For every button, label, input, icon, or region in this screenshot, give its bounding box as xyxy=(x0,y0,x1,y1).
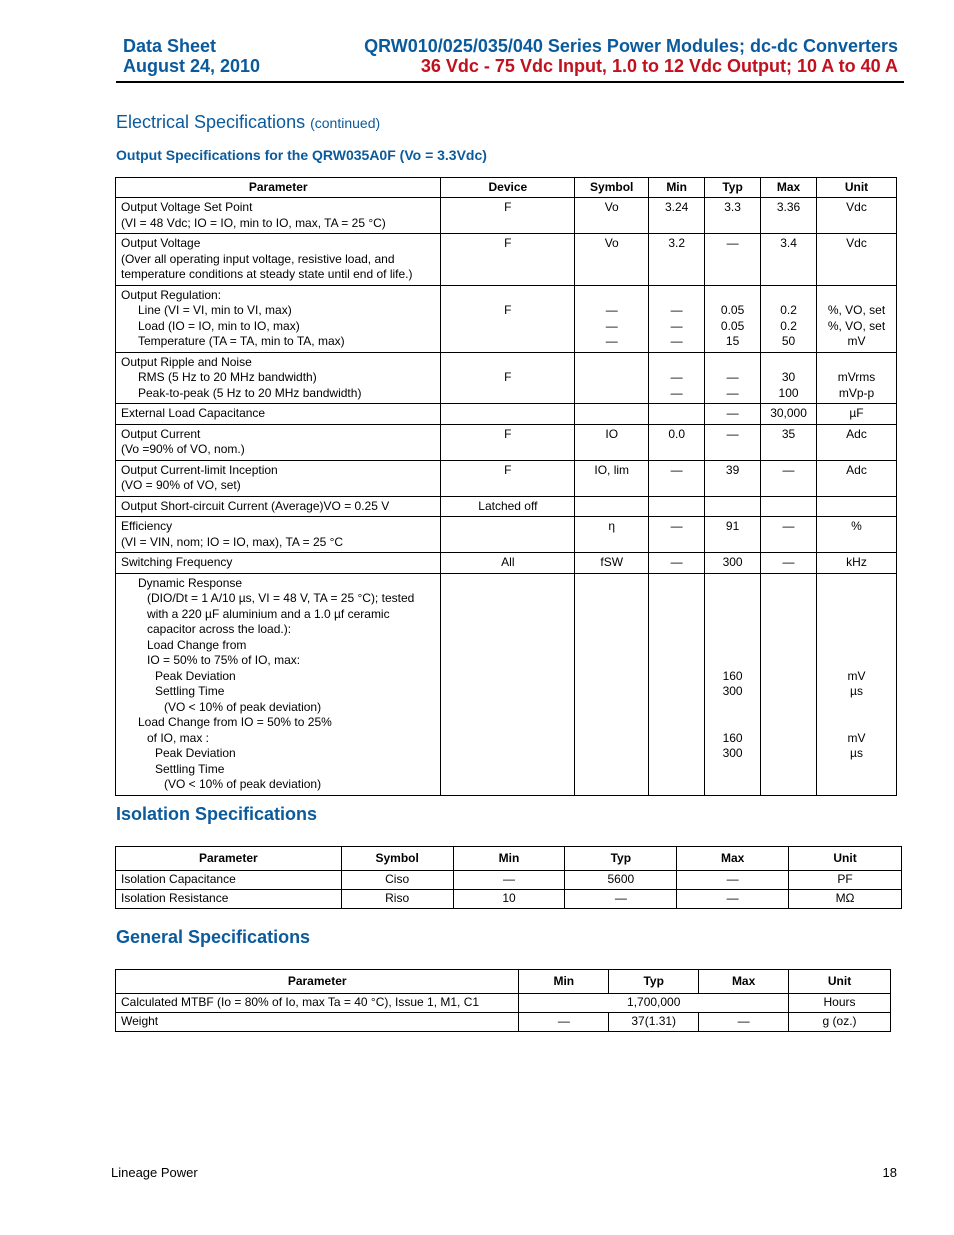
min-cell: 0.0 xyxy=(649,424,705,460)
min-cell: — xyxy=(453,871,565,890)
typ-cell: — xyxy=(565,890,677,909)
max-cell: 3.36 xyxy=(761,198,817,234)
max-cell xyxy=(761,352,817,404)
table-row xyxy=(116,460,897,496)
unit-cell xyxy=(817,285,897,352)
col-header: Unit xyxy=(789,847,902,871)
max-text: 30 xyxy=(781,370,796,384)
max-cell: — xyxy=(699,1013,789,1032)
unit-cell: g (oz.) xyxy=(789,1013,891,1032)
typ-text: 0.05 xyxy=(720,303,745,317)
table-row xyxy=(116,198,897,234)
typ-cell: — xyxy=(705,424,761,460)
param-cell xyxy=(116,573,441,795)
general-table xyxy=(115,969,891,1032)
unit-cell: Vdc xyxy=(817,198,897,234)
table-row xyxy=(116,285,897,352)
unit-cell: Vdc xyxy=(817,234,897,286)
unit-cell xyxy=(817,352,897,404)
min-text: — xyxy=(670,370,683,384)
table-row xyxy=(116,871,902,890)
section-title xyxy=(116,112,380,133)
symbol-cell: Vo xyxy=(575,234,649,286)
max-cell xyxy=(761,573,817,795)
max-cell: 35 xyxy=(761,424,817,460)
param-text: RMS (5 Hz to 20 MHz bandwidth) xyxy=(138,370,317,384)
typ-cell: 300 xyxy=(705,553,761,574)
param-text: Load (IO = IO, min to IO, max) xyxy=(138,318,300,333)
page-number: 18 xyxy=(882,1165,897,1180)
max-text: 50 xyxy=(781,334,796,348)
param-text: IO = 50% to 75% of IO, max: xyxy=(147,653,301,667)
col-header: Max xyxy=(699,970,789,994)
typ-text: 300 xyxy=(722,684,743,698)
device-text: F xyxy=(504,303,512,317)
symbol-cell: IO xyxy=(575,424,649,460)
typ-cell: 91 xyxy=(705,517,761,553)
table-row xyxy=(116,994,891,1013)
min-cell xyxy=(649,352,705,404)
table-header-row xyxy=(116,970,891,994)
symbol-cell: Riso xyxy=(341,890,453,909)
min-cell: — xyxy=(649,460,705,496)
table-row xyxy=(116,553,897,574)
max-cell: 30,000 xyxy=(761,404,817,425)
product-title: QRW010/025/035/040 Series Power Modules; dc-dc Converters xyxy=(364,36,898,56)
unit-text: mV xyxy=(847,334,866,348)
param-cell: Switching Frequency xyxy=(116,553,441,574)
max-cell xyxy=(761,496,817,517)
max-text: 100 xyxy=(778,385,799,400)
col-header: Typ xyxy=(565,847,677,871)
min-cell xyxy=(649,496,705,517)
unit-text: µs xyxy=(850,746,863,760)
min-text: — xyxy=(670,318,683,333)
col-header: Min xyxy=(519,970,609,994)
section-title-main: Electrical Specifications xyxy=(116,112,306,132)
device-cell xyxy=(441,404,575,425)
header-left xyxy=(123,36,260,76)
output-spec-table xyxy=(115,177,897,796)
typ-text: 0.05 xyxy=(720,318,745,333)
param-text: Output Voltage xyxy=(121,236,201,250)
max-cell: — xyxy=(761,460,817,496)
symbol-cell: η xyxy=(575,517,649,553)
max-cell: 3.4 xyxy=(761,234,817,286)
param-text: temperature conditions at steady state until end of life.) xyxy=(121,267,413,281)
min-cell: — xyxy=(649,553,705,574)
device-cell xyxy=(441,285,575,352)
typ-cell: 37(1.31) xyxy=(609,1013,699,1032)
param-text: Line (VI = VI, min to VI, max) xyxy=(138,303,292,317)
param-cell xyxy=(116,234,441,286)
min-cell xyxy=(649,573,705,795)
param-text: (Over all operating input voltage, resistive load, and xyxy=(121,251,395,266)
min-cell xyxy=(649,285,705,352)
param-text: (VO < 10% of peak deviation) xyxy=(164,699,322,714)
table-row xyxy=(116,573,897,795)
table-row xyxy=(116,404,897,425)
table-row xyxy=(116,496,897,517)
symbol-cell: fSW xyxy=(575,553,649,574)
param-text: Output Current-limit Inception xyxy=(121,462,278,477)
typ-cell: 3.3 xyxy=(705,198,761,234)
max-text: 0.2 xyxy=(780,318,797,333)
max-cell: — xyxy=(677,871,789,890)
symbol-cell xyxy=(575,404,649,425)
mtbf-value-cell: 1,700,000 xyxy=(519,994,789,1013)
param-text: with a 220 µF aluminium and a 1.0 µf ceramic xyxy=(147,606,390,621)
min-cell: 10 xyxy=(453,890,565,909)
param-cell: Isolation Capacitance xyxy=(116,871,342,890)
isolation-table xyxy=(115,846,902,909)
param-cell xyxy=(116,517,441,553)
param-text: capacitor across the load.): xyxy=(147,622,292,636)
symbol-cell xyxy=(575,352,649,404)
device-cell: F xyxy=(441,198,575,234)
param-cell xyxy=(116,285,441,352)
symbol-cell xyxy=(575,496,649,517)
param-text: Peak Deviation xyxy=(155,746,236,760)
device-cell: F xyxy=(441,460,575,496)
symbol-text: — xyxy=(605,303,618,317)
unit-cell: kHz xyxy=(817,553,897,574)
unit-text: mV xyxy=(847,668,866,683)
table-row xyxy=(116,1013,891,1032)
unit-cell: PF xyxy=(789,871,902,890)
typ-cell: 5600 xyxy=(565,871,677,890)
param-cell: Calculated MTBF (Io = 80% of Io, max Ta = 40 °C), Issue 1, M1, C1 xyxy=(116,994,519,1013)
table-row xyxy=(116,890,902,909)
param-text: Temperature (TA = TA, min to TA, max) xyxy=(138,334,345,348)
param-cell: Isolation Resistance xyxy=(116,890,342,909)
device-cell: F xyxy=(441,424,575,460)
unit-cell: Adc xyxy=(817,460,897,496)
max-cell: — xyxy=(677,890,789,909)
param-cell: Output Short-circuit Current (Average)VO = 0.25 V xyxy=(116,496,441,517)
min-cell: 3.24 xyxy=(649,198,705,234)
min-text: — xyxy=(670,303,683,317)
col-header: Parameter xyxy=(116,970,519,994)
unit-cell: µF xyxy=(817,404,897,425)
isolation-title: Isolation Specifications xyxy=(116,804,318,824)
param-text: Output Current xyxy=(121,426,201,441)
param-text: (Vo =90% of VO, nom.) xyxy=(121,442,245,456)
table-row xyxy=(116,517,897,553)
typ-text: — xyxy=(726,385,739,400)
typ-text: 160 xyxy=(722,668,743,683)
typ-text: 300 xyxy=(722,746,743,760)
unit-text: %, VO, set xyxy=(827,318,886,333)
device-text: F xyxy=(504,370,512,384)
table-header-row xyxy=(116,178,897,198)
param-text: Output Voltage Set Point xyxy=(121,200,253,214)
header-divider xyxy=(116,81,904,83)
section-title-suffix: (continued) xyxy=(310,115,381,131)
symbol-cell: Ciso xyxy=(341,871,453,890)
param-text: (VO < 10% of peak deviation) xyxy=(164,777,322,791)
min-cell: 3.2 xyxy=(649,234,705,286)
col-header: Max xyxy=(677,847,789,871)
symbol-text: — xyxy=(605,318,618,333)
param-text: of IO, max : xyxy=(147,730,210,745)
param-cell xyxy=(116,424,441,460)
param-text: (VI = 48 Vdc; IO = IO, min to IO, max, TA = 25 °C) xyxy=(121,215,386,230)
unit-text: %, VO, set xyxy=(827,303,886,317)
typ-cell xyxy=(705,352,761,404)
param-text: Load Change from IO = 50% to 25% xyxy=(138,715,332,729)
unit-text: mV xyxy=(847,730,866,745)
typ-text: — xyxy=(726,370,739,384)
col-header: Unit xyxy=(817,178,897,198)
unit-text: mVp-p xyxy=(838,385,875,400)
doc-type: Data Sheet xyxy=(123,36,217,56)
symbol-text: — xyxy=(605,334,618,348)
min-cell: — xyxy=(519,1013,609,1032)
col-header: Symbol xyxy=(575,178,649,198)
typ-cell: 39 xyxy=(705,460,761,496)
typ-cell: — xyxy=(705,404,761,425)
symbol-cell: Vo xyxy=(575,198,649,234)
min-text: — xyxy=(670,334,683,348)
max-cell xyxy=(761,285,817,352)
table-subtitle: Output Specifications for the QRW035A0F (Vo = 3.3Vdc) xyxy=(116,147,487,163)
device-cell: All xyxy=(441,553,575,574)
symbol-cell xyxy=(575,285,649,352)
param-text: Output Ripple and Noise xyxy=(121,354,252,369)
param-text: (DIO/Dt = 1 A/10 µs, VI = 48 V, TA = 25 °C); tested xyxy=(147,591,415,605)
typ-cell xyxy=(705,573,761,795)
param-cell xyxy=(116,460,441,496)
param-text: Settling Time xyxy=(155,761,225,776)
max-cell: — xyxy=(761,517,817,553)
param-cell xyxy=(116,352,441,404)
col-header: Device xyxy=(441,178,575,198)
param-cell xyxy=(116,198,441,234)
col-header: Parameter xyxy=(116,847,342,871)
unit-cell: Adc xyxy=(817,424,897,460)
typ-cell: — xyxy=(705,234,761,286)
max-text: 0.2 xyxy=(780,303,797,317)
typ-cell xyxy=(705,496,761,517)
col-header: Typ xyxy=(609,970,699,994)
param-cell: Weight xyxy=(116,1013,519,1032)
typ-text: 15 xyxy=(725,334,740,348)
col-header: Unit xyxy=(789,970,891,994)
table-header-row xyxy=(116,847,902,871)
param-text: Settling Time xyxy=(155,684,225,698)
table-row xyxy=(116,424,897,460)
col-header: Symbol xyxy=(341,847,453,871)
col-header: Parameter xyxy=(116,178,441,198)
min-cell xyxy=(649,404,705,425)
header-right xyxy=(364,36,898,76)
unit-cell: Hours xyxy=(789,994,891,1013)
symbol-cell xyxy=(575,573,649,795)
general-title: General Specifications xyxy=(116,927,311,947)
unit-cell: % xyxy=(817,517,897,553)
col-header: Min xyxy=(453,847,565,871)
unit-cell xyxy=(817,573,897,795)
param-text: (VI = VIN, nom; IO = IO, max), TA = 25 °C xyxy=(121,534,344,549)
param-text: Dynamic Response xyxy=(138,575,243,590)
unit-cell xyxy=(817,496,897,517)
device-cell xyxy=(441,352,575,404)
col-header: Max xyxy=(761,178,817,198)
param-text: Output Regulation: xyxy=(121,287,222,302)
min-text: — xyxy=(670,385,683,400)
table-row xyxy=(116,234,897,286)
unit-text: µs xyxy=(850,684,863,698)
device-cell xyxy=(441,517,575,553)
param-text: (VO = 90% of VO, set) xyxy=(121,478,241,492)
unit-cell: MΩ xyxy=(789,890,902,909)
unit-text: mVrms xyxy=(837,370,876,384)
device-cell xyxy=(441,573,575,795)
doc-date: August 24, 2010 xyxy=(123,56,261,76)
device-cell: F xyxy=(441,234,575,286)
param-cell: External Load Capacitance xyxy=(116,404,441,425)
device-cell: Latched off xyxy=(441,496,575,517)
param-text: Efficiency xyxy=(121,519,173,533)
param-text: Peak Deviation xyxy=(155,668,236,683)
min-cell: — xyxy=(649,517,705,553)
typ-text: 160 xyxy=(722,730,743,745)
typ-cell xyxy=(705,285,761,352)
param-text: Peak-to-peak (5 Hz to 20 MHz bandwidth) xyxy=(138,385,362,400)
product-subtitle: 36 Vdc - 75 Vdc Input, 1.0 to 12 Vdc Output; 10 A to 40 A xyxy=(420,56,898,76)
footer-company: Lineage Power xyxy=(111,1165,198,1180)
table-row xyxy=(116,352,897,404)
col-header: Min xyxy=(649,178,705,198)
symbol-cell: IO, lim xyxy=(575,460,649,496)
param-text: Load Change from xyxy=(147,637,247,652)
max-cell: — xyxy=(761,553,817,574)
col-header: Typ xyxy=(705,178,761,198)
